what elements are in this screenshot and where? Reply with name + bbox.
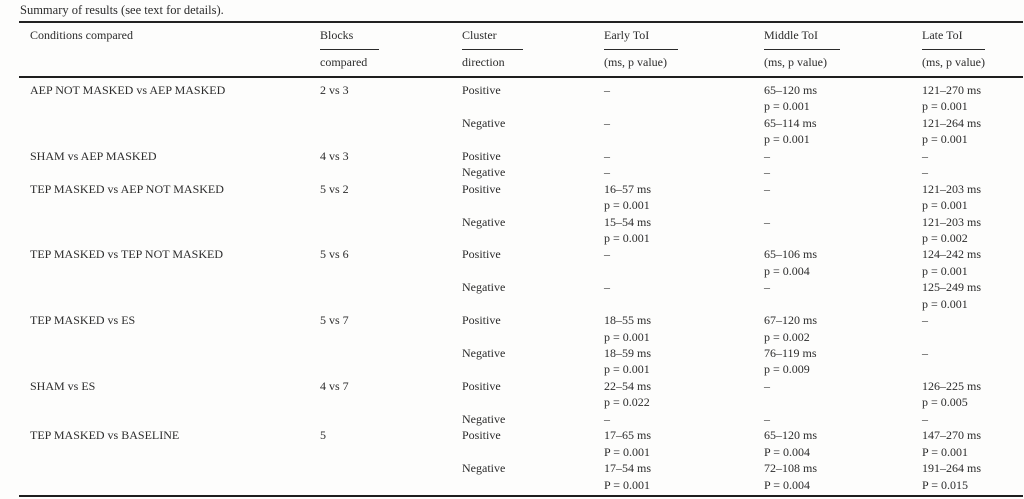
value-line: – (922, 165, 928, 180)
column-header-line1 (462, 28, 604, 50)
table-caption: Summary of results (see text for details). (20, 3, 224, 17)
column-header-line2: direction (462, 55, 505, 69)
condition-cell: TEP MASKED vs BASELINE (30, 428, 180, 443)
value-line: 72–108 ms (764, 461, 818, 476)
early-toi-cell (604, 181, 764, 214)
column-header-3 (604, 28, 764, 70)
table-row-group (19, 181, 1023, 247)
value-line: p = 0.001 (922, 198, 968, 213)
direction-cell: Positive (462, 313, 501, 328)
condition-cell: TEP MASKED vs ES (30, 313, 136, 328)
condition-cell: SHAM vs ES (30, 378, 96, 393)
value-line: 65–120 ms (764, 83, 818, 97)
column-header-line1 (320, 28, 462, 50)
condition-cell: SHAM vs AEP MASKED (30, 148, 157, 163)
early-toi-cell (604, 214, 764, 247)
late-toi-cell (922, 164, 1023, 180)
early-toi-cell (604, 460, 764, 493)
column-header-label: Early ToI (604, 28, 678, 50)
late-toi-cell (922, 82, 1023, 115)
middle-toi-cell (764, 411, 922, 427)
condition-cell: AEP NOT MASKED vs AEP MASKED (30, 83, 226, 97)
late-toi-cell (922, 115, 1023, 148)
value-line: – (922, 313, 928, 328)
condition-cell: TEP MASKED vs AEP NOT MASKED (30, 181, 224, 196)
value-line: – (764, 148, 770, 163)
column-header-1 (320, 28, 462, 70)
direction-cell: Positive (462, 83, 501, 97)
value-line: 126–225 ms (922, 378, 982, 393)
middle-toi-cell (764, 312, 922, 345)
middle-toi-cell (764, 279, 922, 295)
value-line: 15–54 ms (604, 214, 652, 229)
value-line: 65–120 ms (764, 428, 818, 443)
value-line: – (922, 148, 928, 163)
early-toi-cell (604, 164, 764, 180)
value-line: 76–119 ms (764, 346, 817, 360)
value-line: p = 0.001 (604, 230, 650, 245)
value-line: P = 0.001 (604, 444, 650, 459)
value-line: P = 0.004 (764, 477, 810, 492)
table-row-group (19, 427, 1023, 493)
value-line: 147–270 ms (922, 428, 982, 443)
value-line: – (764, 411, 770, 426)
direction-cell: Negative (462, 461, 506, 476)
value-line: 67–120 ms (764, 313, 818, 328)
middle-toi-cell (764, 115, 922, 148)
value-line: 121–203 ms (922, 214, 982, 229)
table-row-group (19, 148, 1023, 181)
early-toi-cell (604, 378, 764, 411)
table-row-group (19, 378, 1023, 427)
value-line: p = 0.022 (604, 395, 650, 410)
early-toi-cell (604, 148, 764, 164)
direction-cell: Negative (462, 346, 506, 360)
middle-toi-cell (764, 460, 922, 493)
value-line: 18–59 ms (604, 346, 652, 360)
late-toi-cell (922, 246, 1023, 279)
column-header-line2: (ms, p value) (604, 55, 667, 69)
late-toi-cell (922, 411, 1023, 427)
direction-cell: Negative (462, 411, 506, 426)
early-toi-cell (604, 411, 764, 427)
column-header-line2: (ms, p value) (764, 55, 827, 69)
early-toi-cell (604, 279, 764, 295)
column-header-2 (462, 28, 604, 70)
blocks-cell: 5 vs 7 (320, 313, 349, 328)
value-line: 124–242 ms (922, 247, 982, 262)
middle-toi-cell (764, 148, 922, 164)
table-header-row (19, 21, 1023, 78)
late-toi-cell (922, 181, 1023, 214)
value-line: P = 0.001 (922, 444, 968, 459)
early-toi-cell (604, 427, 764, 460)
value-line: – (764, 378, 770, 393)
middle-toi-cell (764, 164, 922, 180)
table-row-group (19, 312, 1023, 378)
middle-toi-cell (764, 378, 922, 394)
value-line: – (922, 346, 928, 360)
middle-toi-cell (764, 181, 922, 197)
direction-cell: Negative (462, 214, 506, 229)
direction-cell: Negative (462, 280, 506, 295)
direction-cell: Negative (462, 165, 506, 180)
column-header-label: Middle ToI (764, 28, 840, 50)
column-header-line2: (ms, p value) (922, 55, 985, 69)
middle-toi-cell (764, 82, 922, 115)
middle-toi-cell (764, 246, 922, 279)
direction-cell: Positive (462, 181, 501, 196)
value-line: 121–270 ms (922, 83, 982, 97)
column-header-line1 (604, 28, 764, 50)
early-toi-cell (604, 115, 764, 131)
value-line: 65–106 ms (764, 247, 818, 262)
blocks-cell: 4 vs 3 (320, 148, 349, 163)
value-line: 17–54 ms (604, 461, 652, 476)
value-line: 125–249 ms (922, 280, 982, 295)
summary-table (19, 21, 1023, 497)
value-line: p = 0.001 (764, 99, 810, 114)
value-line: – (604, 411, 610, 426)
late-toi-cell (922, 427, 1023, 460)
blocks-cell: 4 vs 7 (320, 378, 349, 393)
late-toi-cell (922, 279, 1023, 312)
late-toi-cell (922, 378, 1023, 411)
early-toi-cell (604, 345, 764, 378)
value-line: 121–203 ms (922, 181, 982, 196)
late-toi-cell (922, 148, 1023, 164)
column-header-5 (922, 28, 1023, 70)
value-line: – (604, 165, 610, 180)
value-line: 191–264 ms (922, 461, 982, 476)
value-line: – (764, 165, 770, 180)
early-toi-cell (604, 312, 764, 345)
column-header-line1 (764, 28, 922, 50)
value-line: p = 0.002 (764, 329, 810, 344)
late-toi-cell (922, 214, 1023, 247)
value-line: – (604, 115, 610, 130)
value-line: p = 0.009 (764, 362, 810, 377)
value-line: p = 0.002 (922, 230, 968, 245)
value-line: 65–114 ms (764, 115, 817, 130)
table-body (19, 78, 1023, 497)
value-line: 121–264 ms (922, 115, 982, 130)
value-line: – (604, 247, 610, 262)
value-line: – (764, 214, 770, 229)
value-line: P = 0.001 (604, 477, 650, 492)
blocks-cell: 5 (320, 428, 326, 443)
column-header-4 (764, 28, 922, 70)
direction-cell: Positive (462, 378, 501, 393)
column-header-label: Blocks (320, 28, 379, 50)
value-line: P = 0.015 (922, 477, 968, 492)
value-line: p = 0.001 (764, 132, 810, 147)
value-line: p = 0.001 (922, 99, 968, 114)
column-header-line1 (30, 28, 320, 43)
value-line: – (604, 83, 610, 97)
middle-toi-cell (764, 345, 922, 378)
direction-cell: Negative (462, 115, 506, 130)
table-row-group (19, 246, 1023, 312)
column-header-label: Late ToI (922, 28, 985, 50)
early-toi-cell (604, 246, 764, 262)
value-line: p = 0.004 (764, 263, 810, 278)
condition-cell: TEP MASKED vs TEP NOT MASKED (30, 247, 224, 262)
column-header-line1 (922, 28, 1023, 50)
middle-toi-cell (764, 427, 922, 460)
value-line: p = 0.001 (604, 362, 650, 377)
middle-toi-cell (764, 214, 922, 230)
late-toi-cell (922, 345, 1023, 361)
value-line: p = 0.001 (604, 329, 650, 344)
value-line: – (922, 411, 928, 426)
value-line: P = 0.004 (764, 444, 810, 459)
value-line: 16–57 ms (604, 181, 652, 196)
late-toi-cell (922, 460, 1023, 493)
direction-cell: Positive (462, 428, 501, 443)
direction-cell: Positive (462, 148, 501, 163)
value-line: – (604, 280, 610, 295)
early-toi-cell (604, 82, 764, 98)
value-line: p = 0.001 (922, 263, 968, 278)
blocks-cell: 5 vs 2 (320, 181, 349, 196)
blocks-cell: 2 vs 3 (320, 83, 349, 97)
value-line: p = 0.005 (922, 395, 968, 410)
late-toi-cell (922, 312, 1023, 328)
value-line: 22–54 ms (604, 378, 652, 393)
column-header-0 (19, 28, 320, 70)
value-line: – (604, 148, 610, 163)
column-header-label: Conditions compared (30, 28, 133, 42)
value-line: p = 0.001 (922, 132, 968, 147)
blocks-cell: 5 vs 6 (320, 247, 349, 262)
value-line: p = 0.001 (922, 296, 968, 311)
value-line: – (764, 181, 770, 196)
value-line: 18–55 ms (604, 313, 652, 328)
value-line: 17–65 ms (604, 428, 652, 443)
column-header-line2: compared (320, 55, 368, 69)
value-line: – (764, 280, 770, 295)
direction-cell: Positive (462, 247, 501, 262)
table-row-group (19, 82, 1023, 148)
value-line: p = 0.001 (604, 198, 650, 213)
column-header-label: Cluster (462, 28, 523, 50)
